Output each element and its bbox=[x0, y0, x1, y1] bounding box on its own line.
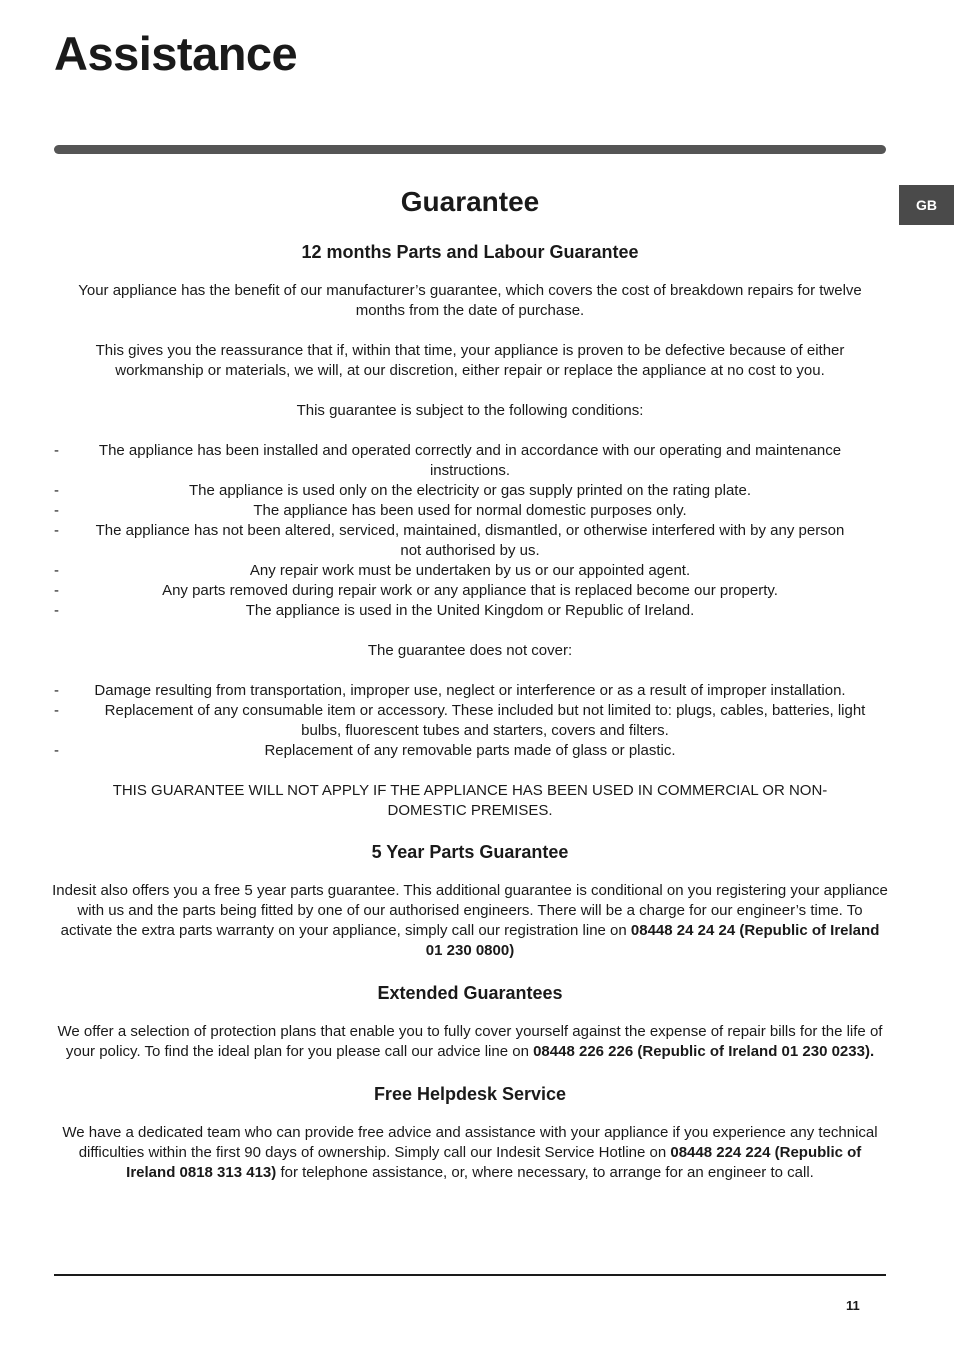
helpdesk-text bbox=[54, 1123, 886, 1183]
list-item bbox=[54, 581, 886, 601]
list-dash: - bbox=[54, 602, 59, 619]
exclusion-text: Replacement of any removable parts made of glass or plastic. bbox=[264, 742, 676, 759]
guarantee-content bbox=[54, 183, 886, 1203]
guarantee-reassurance: This gives you the reassurance that if, within that time, your appliance is proven to be defective because of either workmanship or materials, we will, at our discretion, either repair or replace the appliance at no cost to you. bbox=[95, 342, 845, 379]
footer-divider bbox=[54, 1274, 886, 1276]
list-item bbox=[54, 701, 886, 741]
list-dash: - bbox=[54, 702, 59, 719]
exclusion-text: Damage resulting from transportation, improper use, neglect or interference or as a result of improper installation. bbox=[94, 682, 846, 699]
advice-phone: 08448 226 226 (Republic of Ireland 01 230 0233). bbox=[533, 1043, 875, 1060]
list-item bbox=[54, 481, 886, 501]
guarantee-intro: Your appliance has the benefit of our manufacturer’s guarantee, which covers the cost of breakdown repairs for twelve months from the date of purchase. bbox=[78, 282, 862, 319]
hotline-phone: 08448 224 224 (Republic of Ireland 0818 313 413) bbox=[126, 1144, 862, 1181]
list-dash: - bbox=[54, 582, 59, 599]
condition-text: The appliance is used only on the electricity or gas supply printed on the rating plate. bbox=[188, 482, 751, 499]
condition-text: The appliance has not been altered, serviced, maintained, dismantled, or otherwise interfered with by any person not authorised by us. bbox=[95, 522, 845, 559]
conditions-list bbox=[54, 441, 886, 621]
header-divider bbox=[54, 145, 886, 154]
list-dash: - bbox=[54, 742, 59, 759]
list-item bbox=[54, 441, 886, 481]
language-tab: GB bbox=[899, 185, 954, 225]
list-dash: - bbox=[54, 482, 59, 499]
list-item bbox=[54, 561, 886, 581]
helpdesk-body: We have a dedicated team who can provide free advice and assistance with your appliance if you experience any technical difficulties within the first 90 days of ownership. Simply call our Indesit Service Hotline on bbox=[62, 1124, 878, 1161]
five-year-text bbox=[52, 881, 888, 961]
list-dash: - bbox=[54, 562, 59, 579]
condition-text: The appliance has been installed and operated correctly and in accordance with our operating and maintenance instructions. bbox=[98, 442, 842, 479]
guarantee-heading: Guarantee bbox=[400, 186, 540, 217]
extended-heading: Extended Guarantees bbox=[377, 983, 563, 1003]
registration-phone: 08448 24 24 24 (Republic of Ireland 01 230 0800) bbox=[425, 922, 880, 959]
list-dash: - bbox=[54, 442, 59, 459]
exclusion-text: Replacement of any consumable item or accessory. These included but not limited to: plugs, cables, batteries, light bulbs, fluorescent tubes and starters, covers and filters. bbox=[104, 702, 866, 739]
helpdesk-body-end: for telephone assistance, or, where necessary, to arrange for an engineer to call. bbox=[276, 1164, 814, 1181]
page-title: Assistance bbox=[54, 27, 298, 80]
list-dash: - bbox=[54, 682, 59, 699]
condition-text: The appliance is used in the United Kingdom or Republic of Ireland. bbox=[245, 602, 695, 619]
list-item bbox=[54, 601, 886, 621]
helpdesk-heading: Free Helpdesk Service bbox=[373, 1084, 567, 1104]
conditions-intro: This guarantee is subject to the following conditions: bbox=[296, 402, 644, 419]
list-item bbox=[54, 521, 886, 561]
exclusions-intro: The guarantee does not cover: bbox=[367, 642, 573, 659]
five-year-body: Indesit also offers you a free 5 year parts guarantee. This additional guarantee is conditional on you registering your appliance with us and the parts being fitted by one of our authorised engineers. There will be a charge for our engineer’s time. To activate the extra parts warranty on your appliance, simply call our registration line on bbox=[52, 882, 888, 939]
exclusions-list bbox=[54, 681, 886, 761]
list-dash: - bbox=[54, 502, 59, 519]
five-year-heading: 5 Year Parts Guarantee bbox=[371, 842, 569, 862]
extended-text bbox=[54, 1022, 886, 1062]
list-item bbox=[54, 741, 886, 761]
extended-body: We offer a selection of protection plans that enable you to fully cover yourself against the expense of repair bills for the life of your policy. To find the ideal plan for you please call our advice line on bbox=[57, 1023, 883, 1060]
parts-labour-subheading: 12 months Parts and Labour Guarantee bbox=[301, 242, 639, 262]
commercial-notice: THIS GUARANTEE WILL NOT APPLY IF THE APPLIANCE HAS BEEN USED IN COMMERCIAL OR NON-DOMESTIC PREMISES. bbox=[112, 782, 828, 819]
page-number: 11 bbox=[846, 1298, 860, 1313]
condition-text: Any repair work must be undertaken by us or our appointed agent. bbox=[249, 562, 691, 579]
list-item bbox=[54, 501, 886, 521]
list-item bbox=[54, 681, 886, 701]
condition-text: The appliance has been used for normal domestic purposes only. bbox=[253, 502, 687, 519]
list-dash: - bbox=[54, 522, 59, 539]
condition-text: Any parts removed during repair work or any appliance that is replaced become our property. bbox=[162, 582, 778, 599]
